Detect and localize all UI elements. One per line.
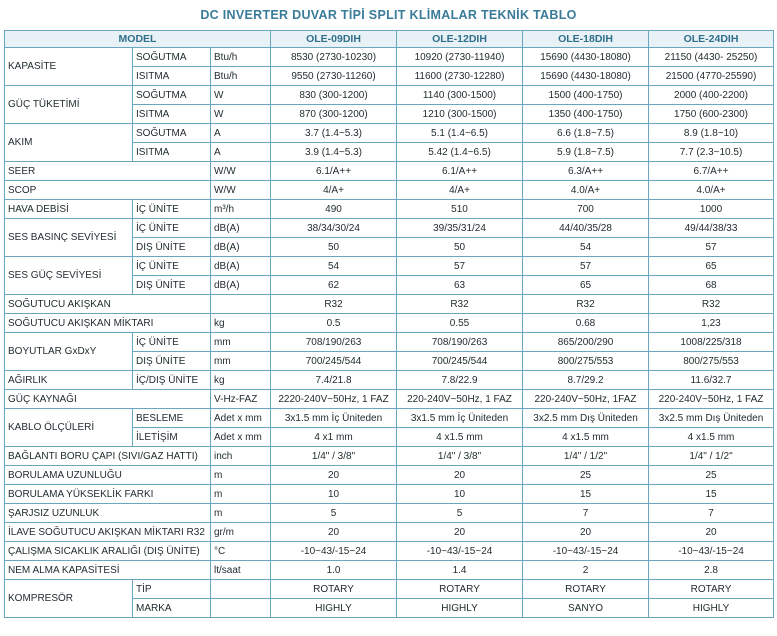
sub-label: ISITMA [133,67,211,86]
unit-cell: V-Hz-FAZ [211,390,271,409]
value-cell: 49/44/38/33 [649,219,774,238]
param-label: SES BASINÇ SEVİYESİ [5,219,133,257]
value-cell: 8.9 (1.8~10) [649,124,774,143]
value-cell: 54 [271,257,397,276]
table-row [5,162,774,181]
value-cell: 44/40/35/28 [523,219,649,238]
value-cell: 2000 (400-2200) [649,86,774,105]
value-cell: R32 [271,295,397,314]
value-cell: ROTARY [523,580,649,599]
param-label: GÜÇ KAYNAĞI [5,390,211,409]
value-cell: 700/245/544 [397,352,523,371]
sub-label: İÇ ÜNİTE [133,333,211,352]
value-cell: 0.55 [397,314,523,333]
param-label: BAĞLANTI BORU ÇAPI (SIVI/GAZ HATTI) [5,447,211,466]
unit-cell: Adet x mm [211,409,271,428]
sub-label: SOĞUTMA [133,124,211,143]
value-cell: 0.5 [271,314,397,333]
value-cell: 800/275/553 [649,352,774,371]
table-row [5,466,774,485]
sub-label: SOĞUTMA [133,86,211,105]
sub-label: İÇ ÜNİTE [133,200,211,219]
unit-cell: A [211,124,271,143]
value-cell: 3x2.5 mm Dış Üniteden [649,409,774,428]
table-row [5,542,774,561]
value-cell: 9550 (2730-11260) [271,67,397,86]
table-row [5,200,774,219]
unit-cell: m [211,485,271,504]
value-cell: 4.0/A+ [523,181,649,200]
value-cell: 510 [397,200,523,219]
value-cell: 3.9 (1.4~5.3) [271,143,397,162]
value-cell: -10~43/-15~24 [397,542,523,561]
value-cell: 15 [649,485,774,504]
value-cell: 4 x1.5 mm [397,428,523,447]
value-cell: 2.8 [649,561,774,580]
sub-label: SOĞUTMA [133,48,211,67]
param-label: BORULAMA UZUNLUĞU [5,466,211,485]
value-cell: 1.4 [397,561,523,580]
table-row [5,371,774,390]
unit-cell: inch [211,447,271,466]
value-cell: 708/190/263 [271,333,397,352]
param-label: KAPASİTE [5,48,133,86]
value-cell: 5 [271,504,397,523]
value-cell: 700/245/544 [271,352,397,371]
unit-cell: dB(A) [211,276,271,295]
value-cell: 4 x1.5 mm [523,428,649,447]
value-cell: 220-240V~50Hz, 1FAZ [523,390,649,409]
value-cell: 1008/225/318 [649,333,774,352]
value-cell: 7.8/22.9 [397,371,523,390]
unit-cell: dB(A) [211,219,271,238]
unit-cell: W/W [211,181,271,200]
value-cell: 68 [649,276,774,295]
value-cell: 20 [397,466,523,485]
value-cell: ROTARY [397,580,523,599]
value-cell: 708/190/263 [397,333,523,352]
param-label: AKIM [5,124,133,162]
value-cell: 700 [523,200,649,219]
table-row [5,447,774,466]
value-cell: 4/A+ [271,181,397,200]
value-cell: 21500 (4770-25590) [649,67,774,86]
param-label: HAVA DEBİSİ [5,200,133,219]
value-cell: 15690 (4430-18080) [523,67,649,86]
value-cell: R32 [649,295,774,314]
unit-cell [211,599,271,618]
unit-cell: Btu/h [211,48,271,67]
unit-cell: Btu/h [211,67,271,86]
value-cell: -10~43/-15~24 [271,542,397,561]
value-cell: 5.1 (1.4~6.5) [397,124,523,143]
value-cell: 1.0 [271,561,397,580]
table-row [5,181,774,200]
table-row [5,124,774,143]
value-cell: 62 [271,276,397,295]
value-cell: 3x2.5 mm Dış Üniteden [523,409,649,428]
value-cell: 57 [397,257,523,276]
value-cell: 4 x1 mm [271,428,397,447]
value-cell: 2220-240V~50Hz, 1 FAZ [271,390,397,409]
table-row [5,390,774,409]
table-row [5,86,774,105]
unit-cell: °C [211,542,271,561]
value-cell: 220-240V~50Hz, 1 FAZ [649,390,774,409]
table-row [5,523,774,542]
sub-label: İÇ/DIŞ ÜNİTE [133,371,211,390]
unit-cell: A [211,143,271,162]
value-cell: 8.7/29.2 [523,371,649,390]
value-cell: 220-240V~50Hz, 1 FAZ [397,390,523,409]
value-cell: 57 [523,257,649,276]
value-cell: 1140 (300-1500) [397,86,523,105]
unit-cell: m³/h [211,200,271,219]
param-label: SOĞUTUCU AKIŞKAN [5,295,211,314]
param-label: ŞARJSIZ UZUNLUK [5,504,211,523]
model-name: OLE-18DIH [523,31,649,48]
value-cell: 50 [271,238,397,257]
header-row [5,31,774,48]
param-label: SOĞUTUCU AKIŞKAN MİKTARI [5,314,211,333]
unit-cell: m [211,504,271,523]
value-cell: 4/A+ [397,181,523,200]
unit-cell: W [211,86,271,105]
value-cell: 38/34/30/24 [271,219,397,238]
value-cell: 6.1/A++ [397,162,523,181]
unit-cell: dB(A) [211,257,271,276]
sub-label: DIŞ ÜNİTE [133,276,211,295]
value-cell: 3.7 (1.4~5.3) [271,124,397,143]
table-row [5,485,774,504]
value-cell: 6.6 (1.8~7.5) [523,124,649,143]
value-cell: 10 [271,485,397,504]
value-cell: SANYO [523,599,649,618]
sub-label: ISITMA [133,143,211,162]
value-cell: 5.42 (1.4~6.5) [397,143,523,162]
value-cell: 39/35/31/24 [397,219,523,238]
table-row [5,580,774,599]
value-cell: 800/275/553 [523,352,649,371]
value-cell: ROTARY [271,580,397,599]
value-cell: 6.1/A++ [271,162,397,181]
value-cell: 21150 (4430- 25250) [649,48,774,67]
page-title: DC INVERTER DUVAR TİPİ SPLIT KLİMALAR TEKNİK TABLO [200,8,577,22]
unit-cell: kg [211,371,271,390]
value-cell: R32 [523,295,649,314]
param-label: NEM ALMA KAPASİTESİ [5,561,211,580]
param-label: GÜÇ TÜKETİMİ [5,86,133,124]
param-label: KOMPRESÖR [5,580,133,618]
value-cell: 7.4/21.8 [271,371,397,390]
value-cell: 1210 (300-1500) [397,105,523,124]
value-cell: -10~43/-15~24 [649,542,774,561]
param-label: ÇALIŞMA SICAKLIK ARALIĞI (DIŞ ÜNİTE) [5,542,211,561]
unit-cell: Adet x mm [211,428,271,447]
value-cell: 63 [397,276,523,295]
value-cell: 20 [523,523,649,542]
value-cell: 1/4" / 1/2" [649,447,774,466]
value-cell: 25 [523,466,649,485]
param-label: SEER [5,162,211,181]
param-label: BORULAMA YÜKSEKLİK FARKI [5,485,211,504]
model-header: MODEL [5,31,271,48]
value-cell: HIGHLY [649,599,774,618]
param-label: AĞIRLIK [5,371,133,390]
value-cell: 1750 (600-2300) [649,105,774,124]
value-cell: 10 [397,485,523,504]
value-cell: 3x1.5 mm İç Üniteden [397,409,523,428]
unit-cell: dB(A) [211,238,271,257]
unit-cell: kg [211,314,271,333]
value-cell: 7.7 (2.3~10.5) [649,143,774,162]
value-cell: HIGHLY [397,599,523,618]
value-cell: 5.9 (1.8~7.5) [523,143,649,162]
sub-label: ISITMA [133,105,211,124]
table-row [5,333,774,352]
table-row [5,561,774,580]
model-name: OLE-24DIH [649,31,774,48]
value-cell: 25 [649,466,774,485]
table-row [5,219,774,238]
table-row [5,314,774,333]
value-cell: 50 [397,238,523,257]
param-label: KABLO ÖLÇÜLERİ [5,409,133,447]
table-row [5,504,774,523]
table-row [5,409,774,428]
unit-cell: mm [211,352,271,371]
unit-cell [211,580,271,599]
value-cell: 1350 (400-1750) [523,105,649,124]
spec-table [4,30,774,618]
value-cell: 490 [271,200,397,219]
value-cell: 65 [523,276,649,295]
value-cell: 20 [271,466,397,485]
value-cell: 7 [523,504,649,523]
value-cell: -10~43/-15~24 [523,542,649,561]
value-cell: 54 [523,238,649,257]
value-cell: 0.68 [523,314,649,333]
model-name: OLE-12DIH [397,31,523,48]
value-cell: 1/4" / 3/8" [271,447,397,466]
table-row [5,295,774,314]
value-cell: 865/200/290 [523,333,649,352]
value-cell: 20 [271,523,397,542]
table-row [5,257,774,276]
value-cell: 4.0/A+ [649,181,774,200]
value-cell: 830 (300-1200) [271,86,397,105]
param-label: SCOP [5,181,211,200]
value-cell: R32 [397,295,523,314]
sub-label: BESLEME [133,409,211,428]
value-cell: 20 [649,523,774,542]
value-cell: HIGHLY [271,599,397,618]
value-cell: 6.7/A++ [649,162,774,181]
spec-body [5,48,774,618]
value-cell: ROTARY [649,580,774,599]
value-cell: 1/4" / 3/8" [397,447,523,466]
value-cell: 57 [649,238,774,257]
unit-cell: mm [211,333,271,352]
value-cell: 15 [523,485,649,504]
param-label: İLAVE SOĞUTUCU AKIŞKAN MİKTARI R32 [5,523,211,542]
sub-label: DIŞ ÜNİTE [133,238,211,257]
unit-cell [211,295,271,314]
param-label: BOYUTLAR GxDxY [5,333,133,371]
sub-label: İÇ ÜNİTE [133,219,211,238]
value-cell: 11.6/32.7 [649,371,774,390]
value-cell: 11600 (2730-12280) [397,67,523,86]
sub-label: DIŞ ÜNİTE [133,352,211,371]
unit-cell: lt/saat [211,561,271,580]
value-cell: 2 [523,561,649,580]
value-cell: 1,23 [649,314,774,333]
table-row [5,48,774,67]
value-cell: 10920 (2730-11940) [397,48,523,67]
unit-cell: W/W [211,162,271,181]
value-cell: 870 (300-1200) [271,105,397,124]
value-cell: 8530 (2730-10230) [271,48,397,67]
sub-label: İÇ ÜNİTE [133,257,211,276]
unit-cell: gr/m [211,523,271,542]
value-cell: 1000 [649,200,774,219]
value-cell: 20 [397,523,523,542]
model-name: OLE-09DIH [271,31,397,48]
value-cell: 65 [649,257,774,276]
value-cell: 1500 (400-1750) [523,86,649,105]
sub-label: MARKA [133,599,211,618]
value-cell: 7 [649,504,774,523]
value-cell: 15690 (4430-18080) [523,48,649,67]
value-cell: 6.3/A++ [523,162,649,181]
unit-cell: m [211,466,271,485]
value-cell: 4 x1.5 mm [649,428,774,447]
unit-cell: W [211,105,271,124]
value-cell: 5 [397,504,523,523]
value-cell: 3x1.5 mm İç Üniteden [271,409,397,428]
param-label: SES GÜÇ SEVİYESİ [5,257,133,295]
sub-label: İLETİŞİM [133,428,211,447]
sub-label: TİP [133,580,211,599]
value-cell: 1/4" / 1/2" [523,447,649,466]
